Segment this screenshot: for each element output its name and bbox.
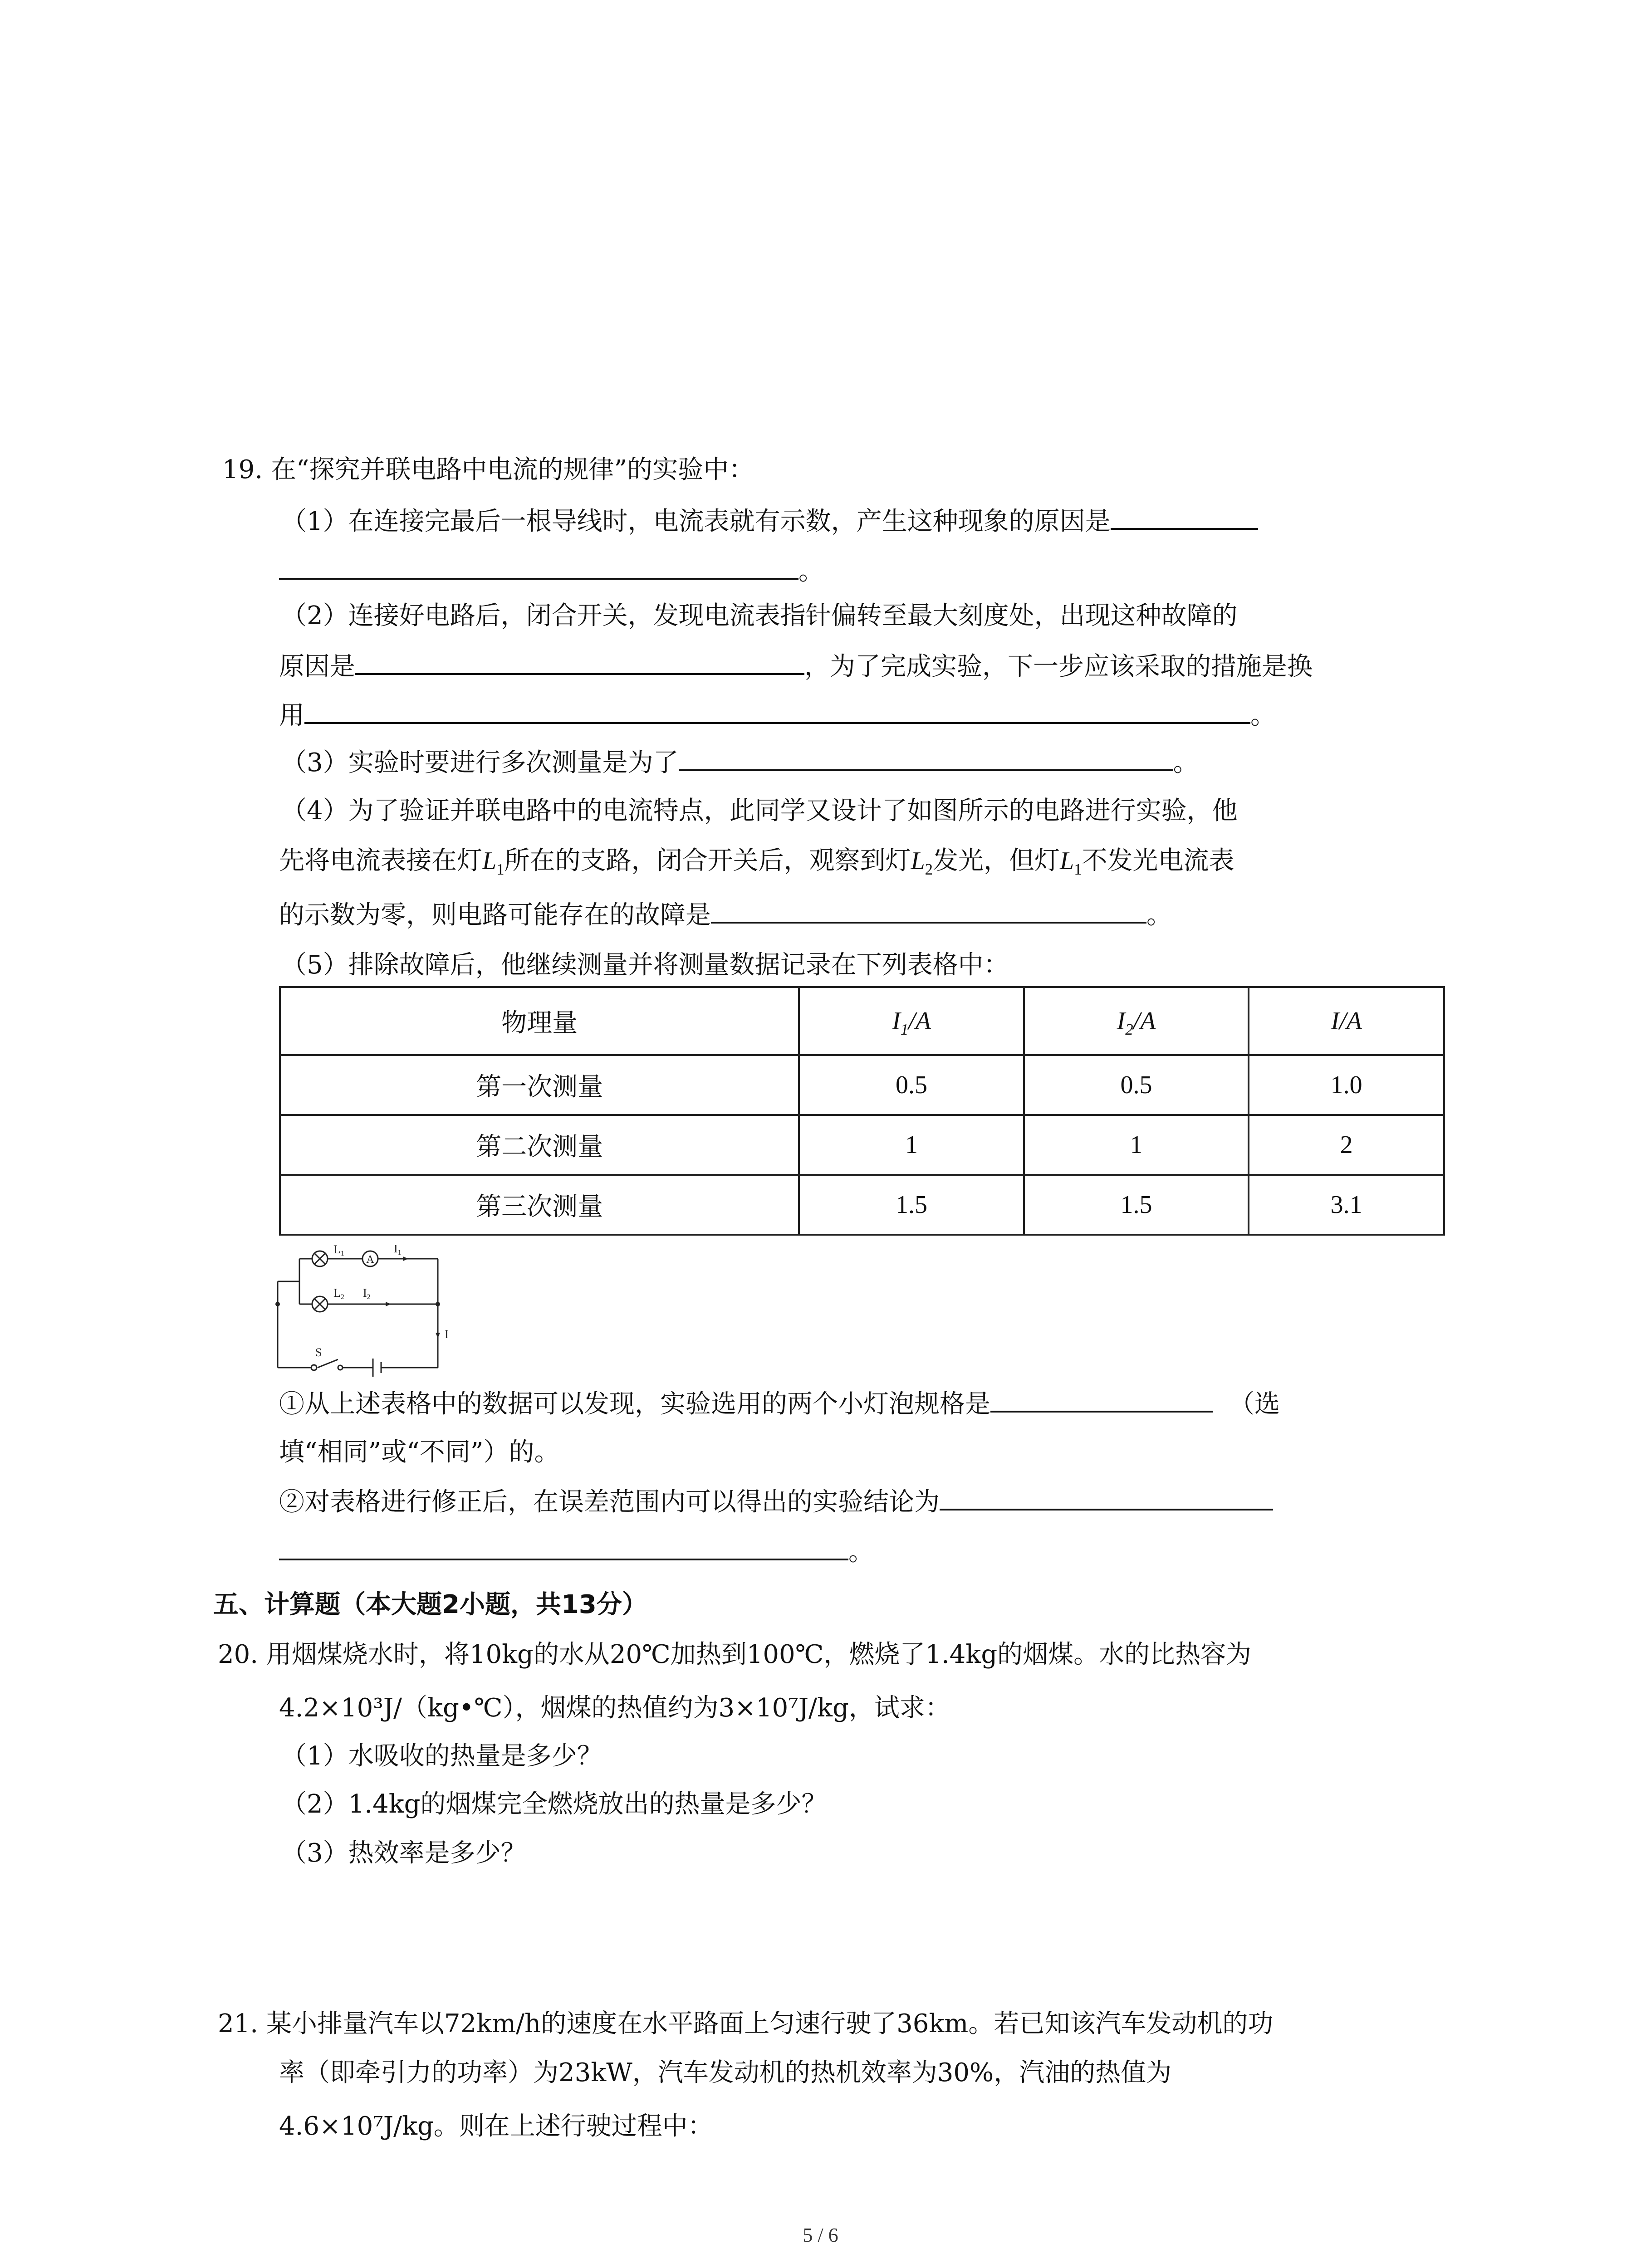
table-cell: 第一次测量	[280, 1055, 799, 1115]
svg-text:A: A	[366, 1254, 374, 1266]
table-header-cell: I/A	[1249, 987, 1444, 1055]
table-cell: 1.5	[1024, 1175, 1249, 1235]
table-cell: 1.0	[1249, 1055, 1444, 1115]
svg-text:L1: L1	[333, 1245, 344, 1257]
table-cell: 2	[1249, 1115, 1444, 1175]
table-cell: 0.5	[1024, 1055, 1249, 1115]
q19-part4-line2: 先将电流表接在灯$L_1$所在的支路，闭合开关后，观察到灯$L_2$发光，但灯$L_1$不发光电流表	[279, 846, 1234, 879]
q19-part1-line1: （1）在连接完最后一根导线时，电流表就有示数，产生这种现象的原因是	[281, 504, 1258, 538]
answer-blank[interactable]	[279, 554, 798, 580]
svg-text:I: I	[445, 1328, 449, 1341]
q21-line3: 4.6×10⁷J/kg。则在上述行驶过程中：	[279, 2112, 713, 2141]
table-row	[280, 1115, 1444, 1175]
q20-sub2: （2）1.4kg的烟煤完全燃烧放出的热量是多少？	[281, 1789, 827, 1819]
page-number: 5 / 6	[803, 2224, 838, 2246]
table-cell: 3.1	[1249, 1175, 1444, 1235]
svg-text:I2: I2	[363, 1286, 371, 1301]
q19-part2-line1: （2）连接好电路后，闭合开关，发现电流表指针偏转至最大刻度处，出现这种故障的	[281, 601, 1238, 631]
svg-text:S: S	[315, 1346, 322, 1359]
q19-sub1-line1: ①从上述表格中的数据可以发现，实验选用的两个小灯泡规格是 （选	[279, 1387, 1280, 1421]
answer-blank[interactable]	[279, 1535, 848, 1560]
ammeter-icon	[362, 1251, 378, 1266]
answer-blank[interactable]	[355, 650, 804, 675]
table-cell: 第三次测量	[280, 1175, 799, 1235]
answer-blank[interactable]	[940, 1485, 1273, 1510]
measurement-table	[279, 986, 1445, 1236]
q21-line2: 率（即牵引力的功率）为23kW，汽车发动机的热机效率为30%，汽油的热值为	[279, 2058, 1172, 2087]
q20-sub3: （3）热效率是多少？	[281, 1838, 526, 1868]
table-header-cell: $I_2/A$	[1024, 987, 1249, 1055]
q20-line1: 20. 用烟煤烧水时，将10kg的水从20℃加热到100℃，燃烧了1.4kg的烟煤。水的比热容为	[218, 1640, 1252, 1669]
table-header-row	[280, 987, 1444, 1055]
q20-sub1: （1）水吸收的热量是多少？	[281, 1741, 603, 1771]
q20-line2: 4.2×10³J/（kg•℃），烟煤的热值约为3×10⁷J/kg，试求：	[279, 1693, 950, 1723]
q19-sub2-line2: 。	[279, 1535, 874, 1569]
q19-part4-line1: （4）为了验证并联电路中的电流特点，此同学又设计了如图所示的电路进行实验，他	[281, 796, 1238, 826]
q19-part2-line2: 原因是 ，为了完成实验，下一步应该采取的措施是换	[279, 650, 1313, 683]
table-cell: 0.5	[799, 1055, 1024, 1115]
q19-part4-line3: 的示数为零，则电路可能存在的故障是 。	[279, 898, 1172, 932]
q19-sub2-line1: ②对表格进行修正后，在误差范围内可以得出的实验结论为	[279, 1485, 1273, 1519]
table-cell: 1	[1024, 1115, 1249, 1175]
answer-blank[interactable]	[679, 746, 1173, 771]
q19-title: 19. 在“探究并联电路中电流的规律”的实验中：	[222, 455, 754, 484]
q19-part5: （5）排除故障后，他继续测量并将测量数据记录在下列表格中：	[281, 950, 1009, 980]
answer-blank[interactable]	[304, 699, 1250, 724]
table-row	[280, 1055, 1444, 1115]
q19-part3: （3）实验时要进行多次测量是为了 。	[281, 746, 1199, 779]
table-header-cell: $I_1/A$	[799, 987, 1024, 1055]
q21-line1: 21. 某小排量汽车以72km/h的速度在水平路面上匀速行驶了36km。若已知该汽车发动机的功	[218, 2009, 1274, 2038]
table-cell: 第二次测量	[280, 1115, 799, 1175]
q19-sub1-line2: 填“相同”或“不同”）的。	[279, 1437, 560, 1467]
answer-blank[interactable]	[990, 1387, 1213, 1413]
answer-blank[interactable]	[711, 898, 1146, 924]
section-title: 五、计算题（本大题2小题，共13分）	[213, 1590, 647, 1619]
table-header-cell: 物理量	[280, 987, 799, 1055]
svg-text:L2: L2	[333, 1286, 344, 1301]
table-cell: 1	[799, 1115, 1024, 1175]
answer-blank[interactable]	[1111, 504, 1258, 530]
q19-part1-line2: 。	[279, 554, 824, 588]
svg-text:I1: I1	[394, 1245, 402, 1256]
lamp-l2-icon	[312, 1296, 328, 1312]
table-row	[280, 1175, 1444, 1235]
q19-part2-line3: 用 。	[279, 699, 1276, 732]
lamp-l1-icon	[312, 1251, 328, 1266]
table-cell: 1.5	[799, 1175, 1024, 1235]
parallel-circuit-diagram	[272, 1245, 463, 1377]
